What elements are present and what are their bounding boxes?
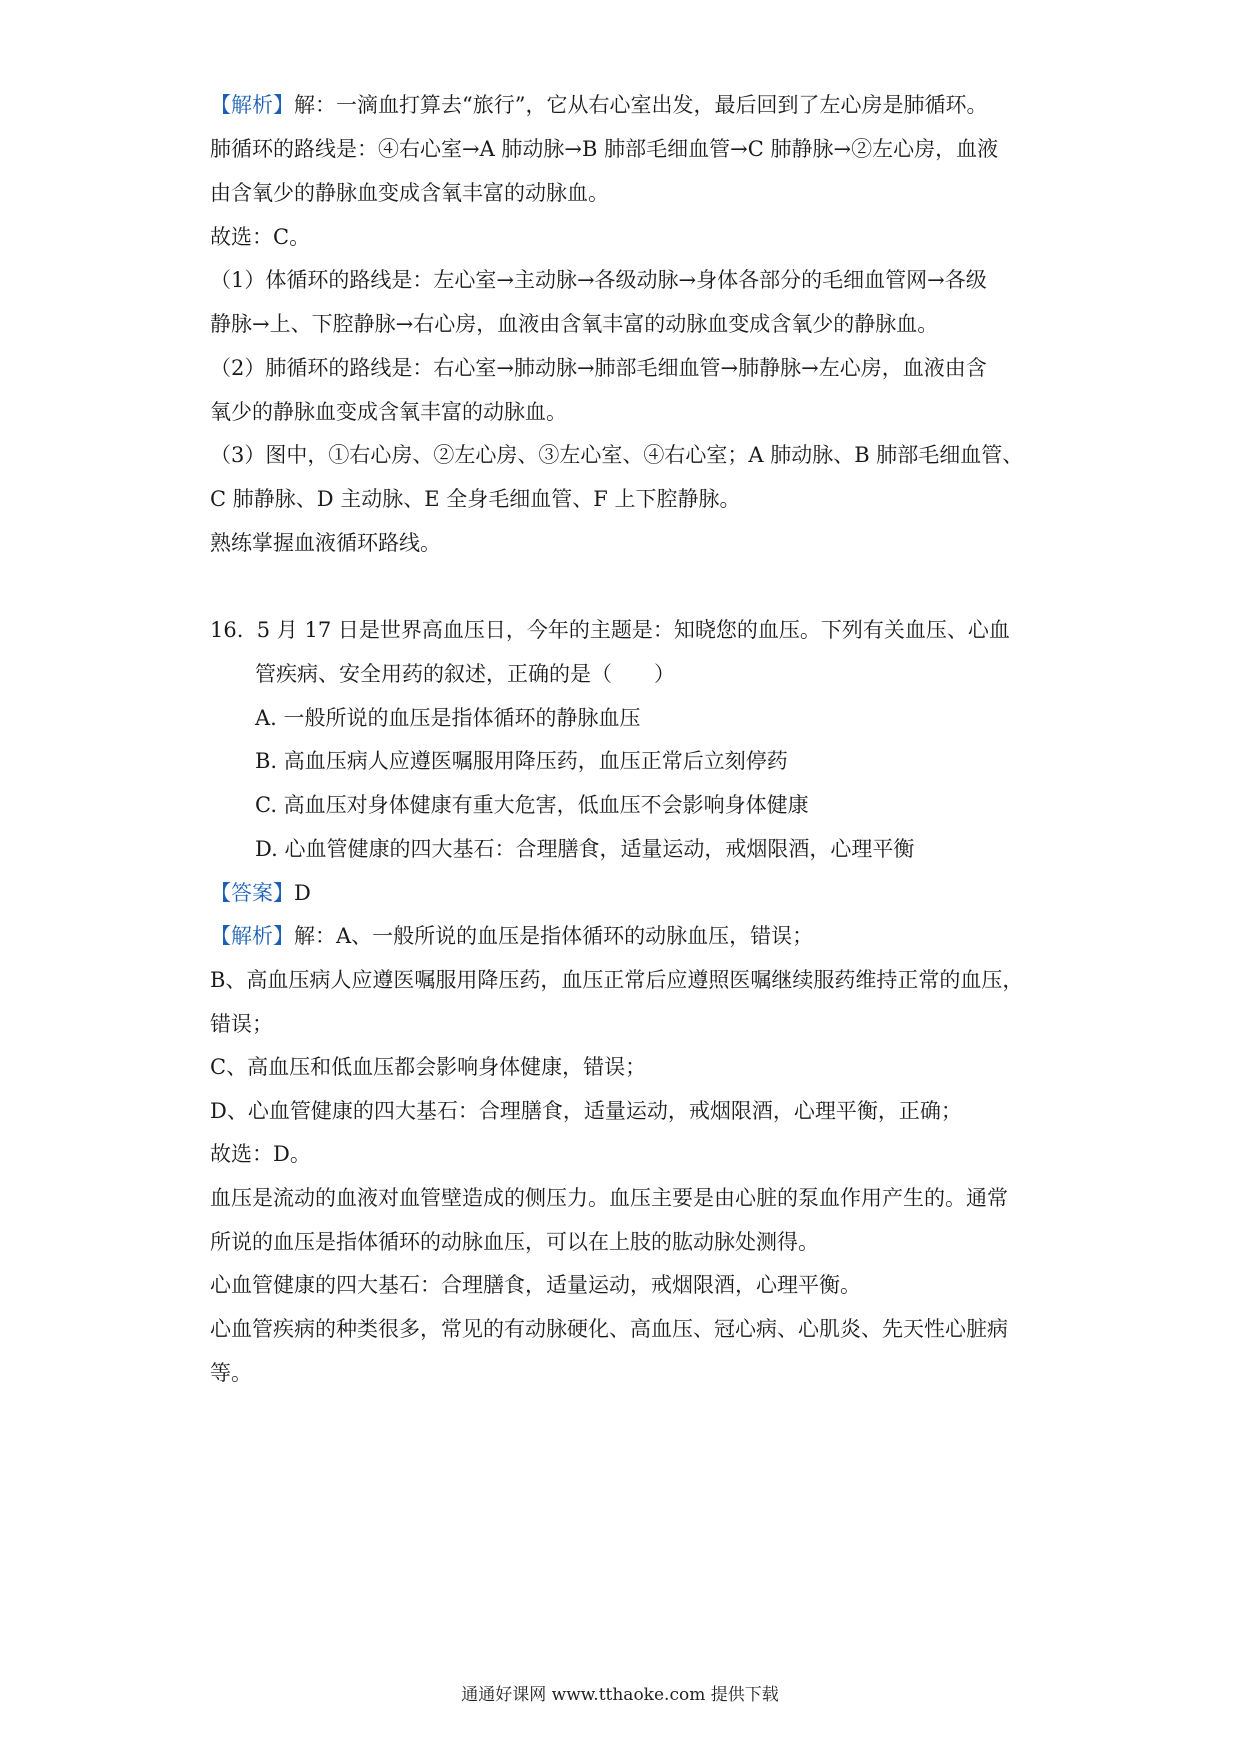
note-3-line-2: C 肺静脉、D 主动脉、E 全身毛细血管、F 上下腔静脉。: [210, 487, 741, 511]
note-16-line-1: 血压是流动的血液对血管壁造成的侧压力。血压主要是由心脏的泵血作用产生的。通常: [210, 1186, 1008, 1210]
question-16-stem-line-1: 16. 5 月 17 日是世界高血压日，今年的主题是：知晓您的血压。下列有关血压、心血: [210, 618, 1010, 642]
note-2-line-2: 氧少的静脉血变成含氧丰富的动脉血。: [210, 400, 567, 424]
option-a: A. 一般所说的血压是指体循环的静脉血压: [255, 706, 641, 730]
analysis-16-line-2: B、高血压病人应遵医嘱服用降压药，血压正常后应遵照医嘱继续服药维持正常的血压，: [210, 968, 1024, 992]
choice-16: 故选：D。: [210, 1142, 311, 1166]
analysis-tag: 【解析】: [210, 93, 294, 117]
option-d: D. 心血管健康的四大基石：合理膳食，适量运动，戒烟限酒，心理平衡: [255, 837, 915, 861]
note-16-line-3: 心血管健康的四大基石：合理膳食，适量运动，戒烟限酒，心理平衡。: [210, 1273, 861, 1297]
question-16-stem-line-2: 管疾病、安全用药的叙述，正确的是（ ）: [255, 662, 675, 686]
note-3-line-1: （3）图中，①右心房、②左心房、③左心室、④右心室；A 肺动脉、B 肺部毛细血管、: [210, 443, 1024, 467]
page-footer: 通通好课网 www.tthaoke.com 提供下载: [461, 1685, 779, 1705]
analysis-tag: 【解析】: [210, 924, 294, 948]
analysis-15-line-1: 【解析】解：一滴血打算去“旅行”，它从右心室出发，最后回到了左心房是肺循环。: [210, 93, 988, 117]
analysis-16-line-1: 【解析】解：A、一般所说的血压是指体循环的动脉血压，错误；: [210, 924, 814, 948]
option-b: B. 高血压病人应遵医嘱服用降压药，血压正常后立刻停药: [255, 749, 788, 773]
note-1-line-1: （1）体循环的路线是：左心室→主动脉→各级动脉→身体各部分的毛细血管网→各级: [210, 268, 987, 292]
note-2-line-1: （2）肺循环的路线是：右心室→肺动脉→肺部毛细血管→肺静脉→左心房，血液由含: [210, 356, 987, 380]
note-16-line-2: 所说的血压是指体循环的动脉血压，可以在上肢的肱动脉处测得。: [210, 1230, 819, 1254]
analysis-16-line-5: D、心血管健康的四大基石：合理膳食，适量运动，戒烟限酒，心理平衡，正确；: [210, 1099, 962, 1123]
analysis-16-line-3: 错误；: [210, 1012, 273, 1036]
analysis-15-line-3: 由含氧少的静脉血变成含氧丰富的动脉血。: [210, 181, 609, 205]
note-1-line-2: 静脉→上、下腔静脉→右心房，血液由含氧丰富的动脉血变成含氧少的静脉血。: [210, 312, 939, 336]
note-16-line-4: 心血管疾病的种类很多，常见的有动脉硬化、高血压、冠心病、心肌炎、先天性心脏病: [210, 1317, 1008, 1341]
analysis-15-line-2: 肺循环的路线是：④右心室→A 肺动脉→B 肺部毛细血管→C 肺静脉→②左心房，血液: [210, 137, 999, 161]
answer-line: [210, 878, 1040, 908]
question-number: 16.: [210, 618, 244, 642]
choice-15: 故选：C。: [210, 225, 311, 249]
answer-value: D: [294, 881, 311, 905]
summary-15: 熟练掌握血液循环路线。: [210, 531, 441, 555]
option-c: C. 高血压对身体健康有重大危害，低血压不会影响身体健康: [255, 793, 809, 817]
answer-tag: 【答案】: [210, 881, 294, 905]
note-16-line-5: 等。: [210, 1361, 252, 1385]
analysis-16-line-4: C、高血压和低血压都会影响身体健康，错误；: [210, 1055, 647, 1079]
